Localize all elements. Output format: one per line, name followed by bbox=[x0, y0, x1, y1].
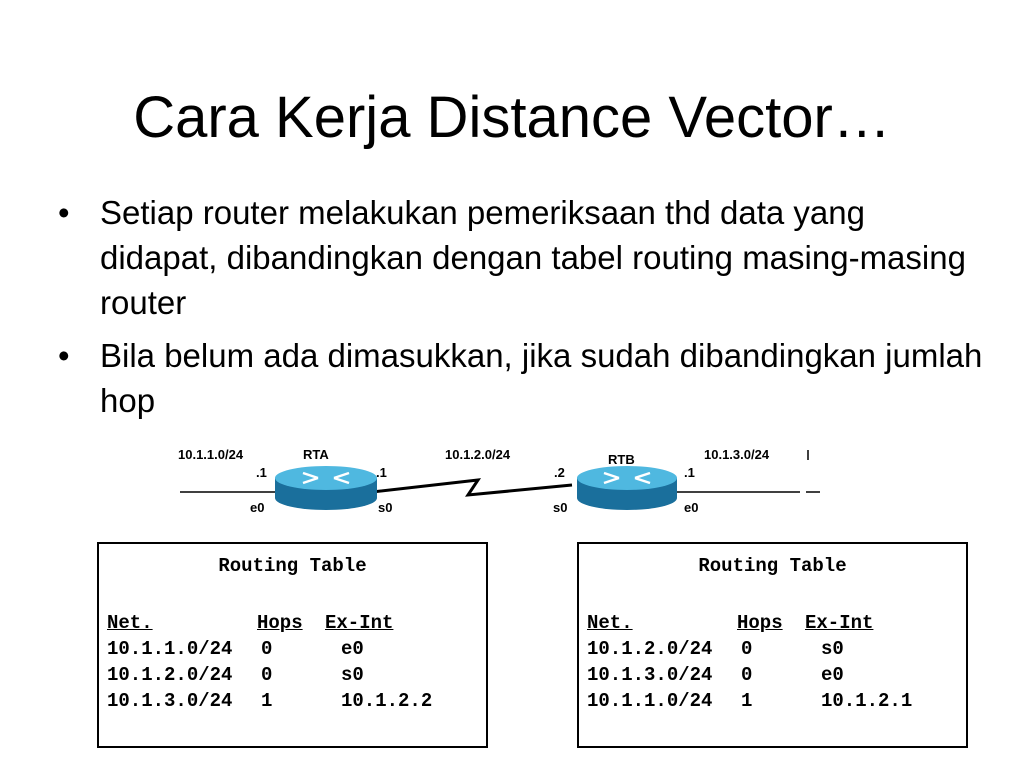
routing-table-rta bbox=[97, 542, 488, 748]
cell-hops: 0 bbox=[261, 664, 273, 686]
table-row bbox=[107, 688, 491, 714]
bullet-item bbox=[58, 333, 988, 423]
cell-hops: 1 bbox=[741, 690, 753, 712]
header-net: Net. bbox=[107, 612, 153, 634]
header-hops: Hops bbox=[737, 612, 783, 634]
cell-net: 10.1.2.0/24 bbox=[587, 638, 713, 660]
table-row bbox=[107, 662, 491, 688]
cell-hops: 0 bbox=[261, 638, 273, 660]
routing-table-grid bbox=[587, 610, 971, 714]
cell-net: 10.1.1.0/24 bbox=[107, 638, 233, 660]
router-rtb bbox=[577, 466, 677, 510]
slide-title: Cara Kerja Distance Vector… bbox=[133, 85, 891, 150]
header-hops: Hops bbox=[257, 612, 303, 634]
cell-net: 10.1.3.0/24 bbox=[107, 690, 233, 712]
cell-ex-int: s0 bbox=[341, 664, 364, 686]
bullet-dot: • bbox=[58, 194, 70, 231]
cell-ex-int: 10.1.2.1 bbox=[821, 690, 913, 712]
net-left-label: 10.1.1.0/24 bbox=[178, 447, 244, 462]
network-diagram bbox=[0, 440, 1024, 535]
cell-hops: 0 bbox=[741, 664, 753, 686]
table-row bbox=[107, 636, 491, 662]
router-a-name: RTA bbox=[303, 447, 329, 462]
cell-hops: 1 bbox=[261, 690, 273, 712]
cell-ex-int: s0 bbox=[821, 638, 844, 660]
bullet-dot: • bbox=[58, 337, 70, 374]
cell-ex-int: e0 bbox=[821, 664, 844, 686]
routing-table-rtb bbox=[577, 542, 968, 748]
net-right-label: 10.1.3.0/24 bbox=[704, 447, 770, 462]
rtb-left-interface: s0 bbox=[553, 500, 568, 515]
rtb-left-host: .2 bbox=[554, 465, 565, 480]
header-net: Net. bbox=[587, 612, 633, 634]
bullet-item bbox=[58, 190, 988, 325]
rtb-right-interface: e0 bbox=[684, 500, 699, 515]
header-ex-int: Ex-Int bbox=[325, 612, 394, 634]
cell-net: 10.1.3.0/24 bbox=[587, 664, 713, 686]
routing-table-title: Routing Table bbox=[218, 555, 367, 577]
cell-hops: 0 bbox=[741, 638, 753, 660]
bullet-text: Bila belum ada dimasukkan, jika sudah dibandingkan jumlah hop bbox=[100, 337, 983, 419]
table-row bbox=[587, 688, 971, 714]
cell-ex-int: 10.1.2.2 bbox=[341, 690, 433, 712]
table-row bbox=[587, 636, 971, 662]
routing-table-title: Routing Table bbox=[698, 555, 847, 577]
rta-left-host: .1 bbox=[256, 465, 267, 480]
net-middle-label: 10.1.2.0/24 bbox=[445, 447, 511, 462]
rta-right-host: .1 bbox=[376, 465, 387, 480]
rtb-right-host: .1 bbox=[684, 465, 695, 480]
header-ex-int: Ex-Int bbox=[805, 612, 874, 634]
cell-ex-int: e0 bbox=[341, 638, 364, 660]
serial-link bbox=[372, 480, 572, 495]
cell-net: 10.1.1.0/24 bbox=[587, 690, 713, 712]
routing-table-grid bbox=[107, 610, 491, 714]
cell-net: 10.1.2.0/24 bbox=[107, 664, 233, 686]
table-header-row bbox=[107, 610, 491, 636]
table-row bbox=[587, 662, 971, 688]
bullet-list bbox=[58, 190, 988, 431]
rta-right-interface: s0 bbox=[378, 500, 393, 515]
bullet-text: Setiap router melakukan pemeriksaan thd data yang didapat, dibandingkan dengan tabel routing masing-masing router bbox=[100, 194, 966, 321]
router-b-name: RTB bbox=[608, 452, 635, 467]
router-rta bbox=[275, 466, 377, 510]
rta-left-interface: e0 bbox=[250, 500, 265, 515]
table-header-row bbox=[587, 610, 971, 636]
